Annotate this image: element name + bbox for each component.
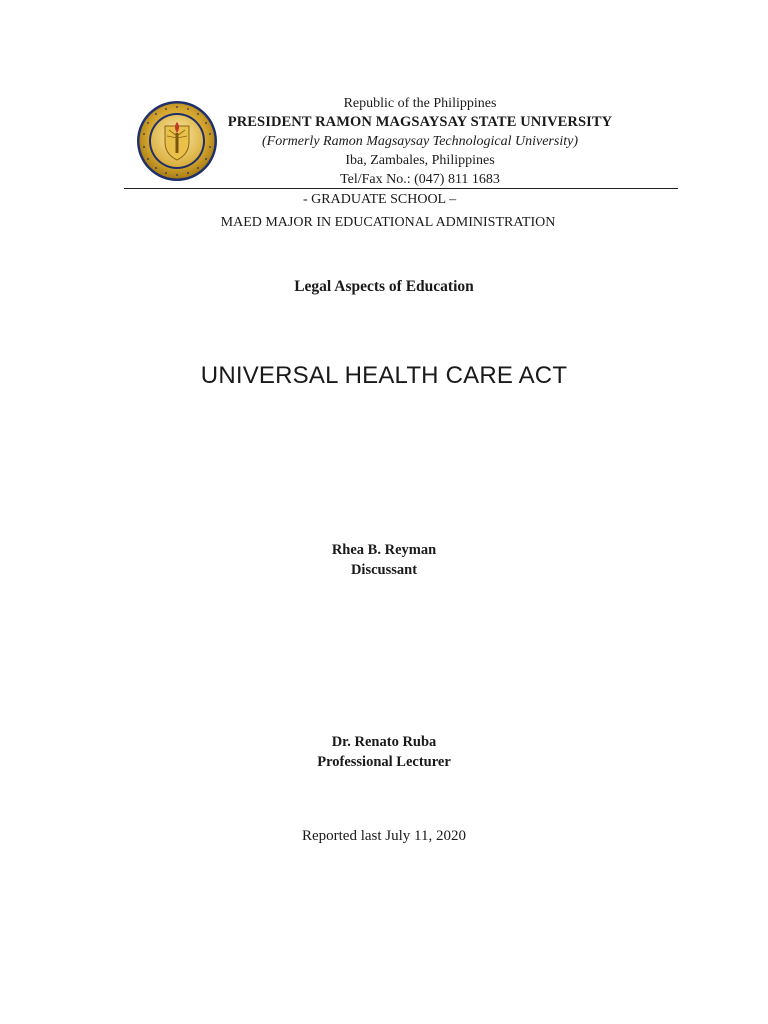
telfax-line: Tel/Fax No.: (047) 811 1683 xyxy=(340,172,500,187)
subject-title: Legal Aspects of Education xyxy=(294,278,474,295)
lecturer-role: Professional Lecturer xyxy=(317,754,451,770)
header-divider xyxy=(124,188,678,189)
country-line: Republic of the Philippines xyxy=(343,96,497,111)
lecturer-name: Dr. Renato Ruba xyxy=(331,734,437,750)
reported-date: Reported last July 11, 2020 xyxy=(301,828,466,844)
major-line: MAED MAJOR IN EDUCATIONAL ADMINISTRATION xyxy=(220,215,556,230)
discussant-role: Discussant xyxy=(350,562,418,578)
letterhead xyxy=(200,94,640,189)
discussant-block xyxy=(0,540,768,580)
former-name: (Formerly Ramon Magsaysay Technological University) xyxy=(262,134,578,149)
discussant-name: Rhea B. Reyman xyxy=(331,542,437,558)
document-title: UNIVERSAL HEALTH CARE ACT xyxy=(200,362,568,389)
graduate-school-line: - GRADUATE SCHOOL – xyxy=(303,192,457,207)
lecturer-block xyxy=(0,732,768,772)
university-name: PRESIDENT RAMON MAGSAYSAY STATE UNIVERSITY xyxy=(227,114,613,130)
location-line: Iba, Zambales, Philippines xyxy=(345,153,495,168)
